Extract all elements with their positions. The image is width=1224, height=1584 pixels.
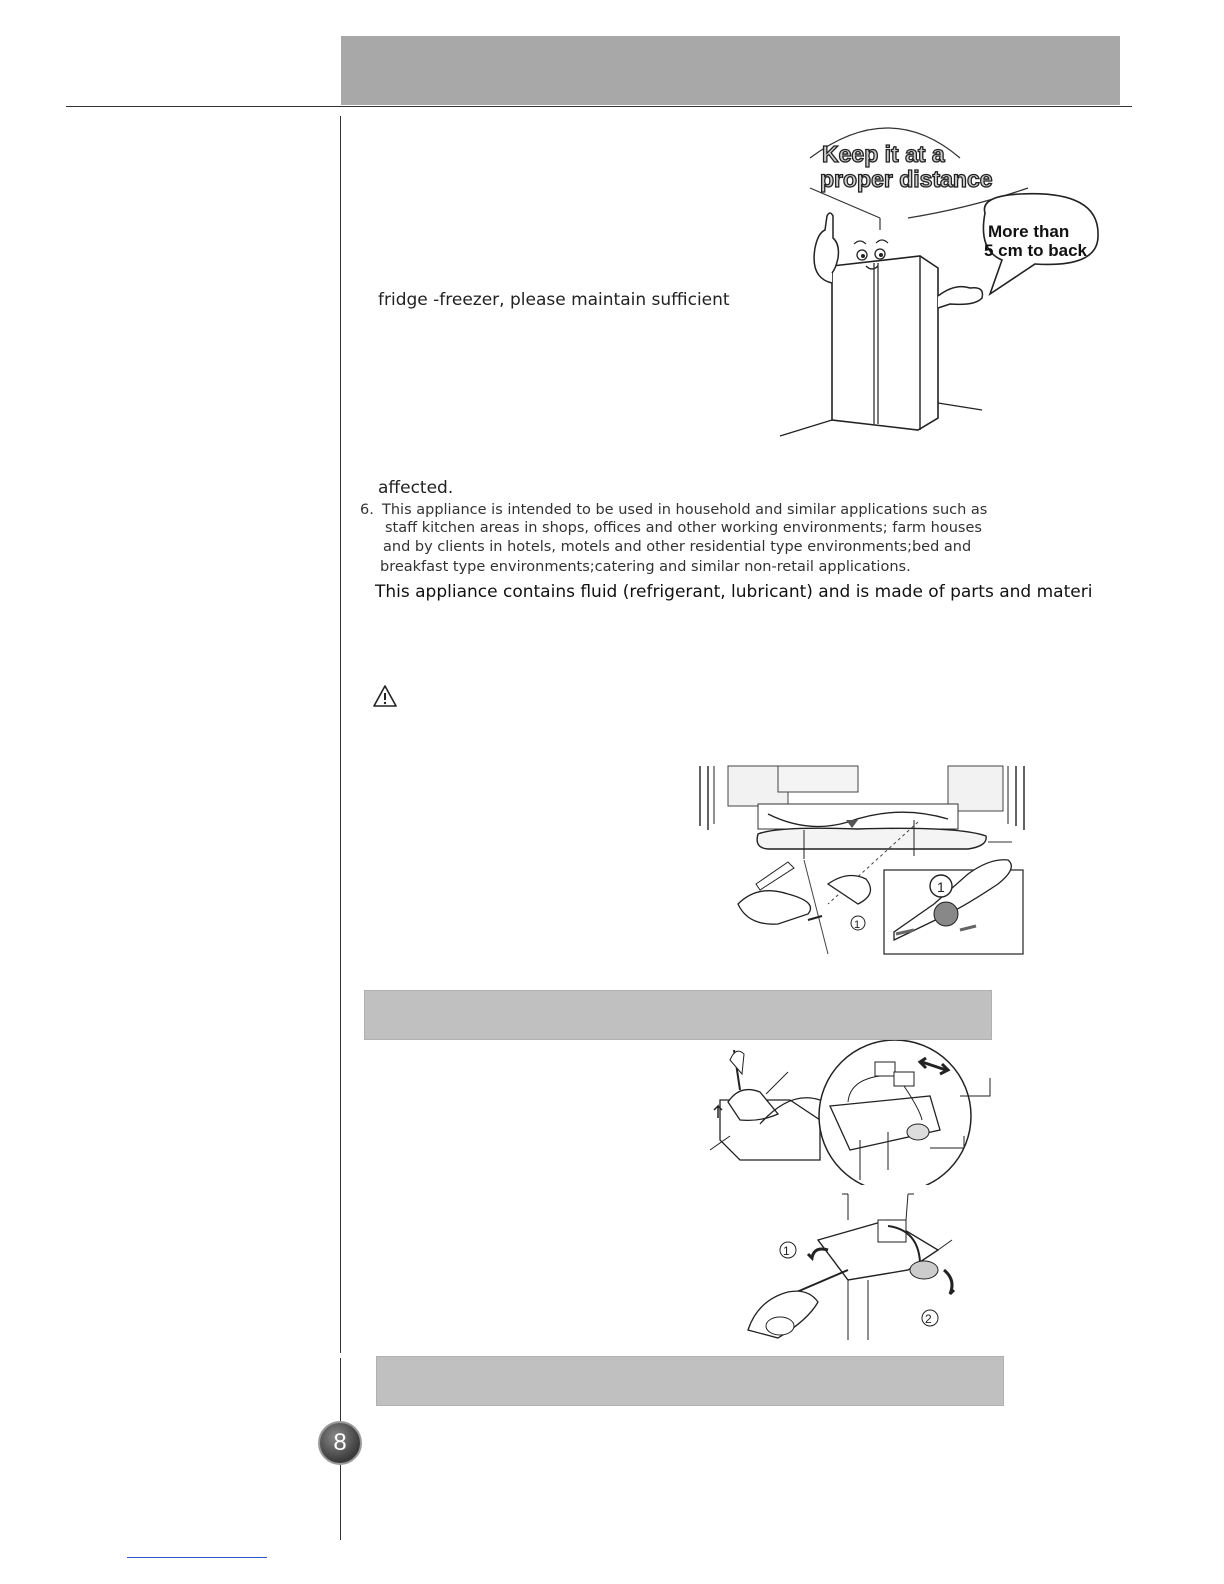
header-rule — [66, 106, 1132, 107]
fridge-distance-illustration — [770, 118, 1110, 448]
text-line-fridge-freezer: fridge -freezer, please maintain sufficient — [378, 290, 730, 310]
item6-line: This appliance is intended to be used in household and similar applications such as — [382, 502, 988, 518]
bubble-line1: More than — [988, 222, 1070, 241]
left-margin-rule — [340, 116, 341, 1353]
item6-number: 6. — [360, 502, 374, 518]
text-line-affected: affected. — [378, 478, 454, 498]
bubble-line2: 5 cm to back — [984, 241, 1087, 260]
hinge-cover-wiring-figure — [700, 1040, 1000, 1185]
hinge-step-2: 2 — [925, 1312, 932, 1326]
hinge-removal-figure — [738, 1190, 968, 1340]
item6-line: staff kitchen areas in shops, offices and other working environments; farm houses — [385, 520, 982, 536]
header-title-bar — [341, 36, 1120, 105]
warning-icon — [372, 684, 398, 708]
item6-line: and by clients in hotels, motels and other residential type environments;bed and — [383, 539, 972, 555]
item6-line: breakfast type environments;catering and similar non-retail applications. — [380, 559, 911, 575]
footer-link-underline[interactable] — [127, 1557, 267, 1558]
hinge-step-1: 1 — [783, 1244, 790, 1258]
callout-title-line2: proper distance — [820, 166, 993, 192]
section-header-bar — [364, 990, 992, 1040]
water-hose-disconnect-figure — [698, 764, 1032, 958]
callout-number: 1 — [854, 919, 861, 931]
callout-number: 1 — [937, 879, 945, 895]
page-number-badge: 8 — [318, 1421, 362, 1465]
section-header-bar — [376, 1356, 1004, 1406]
fluid-contents-line: This appliance contains fluid (refrigerant, lubricant) and is made of parts and materi — [375, 582, 1093, 602]
callout-title-line1: Keep it at a — [822, 141, 945, 167]
